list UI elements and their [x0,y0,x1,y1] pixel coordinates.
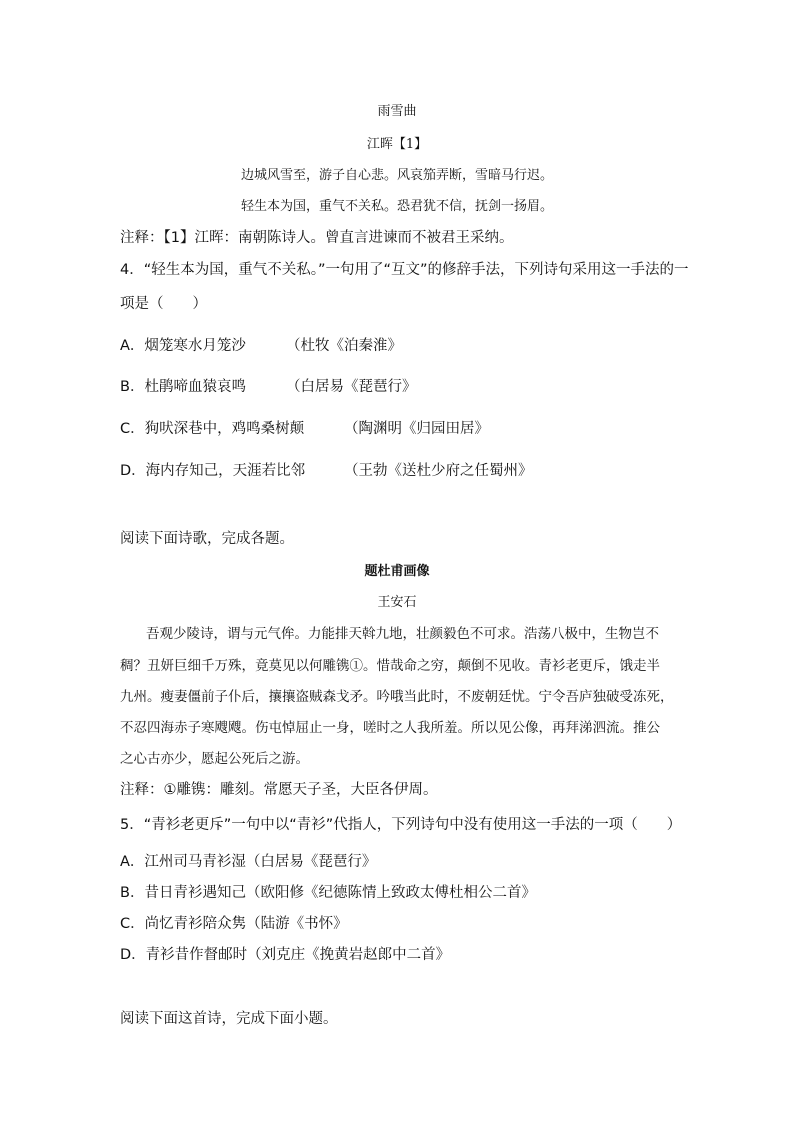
poem-author: 江晖【1】 [366,137,428,152]
poem-2-author: 王安石 [377,595,417,610]
prose-line-1: 吾观少陵诗，谓与元气侔。力能排天斡九地，壮颜毅色不可求。浩荡八极中，生物岂不 [146,626,659,642]
q5-option-c: C．尚忆青衫陪众隽（陆游《书怀》 [120,916,348,932]
option-a: A．烟笼寒水月笼沙 [120,338,246,354]
option-b: B．杜鹃啼血猿哀鸣 [120,379,246,395]
poem-line-2: 轻生本为国，重气不关私。恐君犹不信，抚剑一扬眉。 [240,199,553,214]
prose-line-4: 不忍四海赤子寒飕飕。伤屯悼屈止一身，嗟时之人我所羞。所以见公像，再拜涕泗流。推公 [120,720,660,736]
question-4-line-1: 4．“轻生本为国，重气不关私。”一句用了“互文”的修辞手法，下列诗句采用这一手法的一 [120,262,689,278]
poem-line-1: 边城风雪至，游子自心悲。风哀笳弄断，雪暗马行迟。 [240,168,553,183]
option-d-source: （王勃《送杜少府之任蜀州》 [344,463,533,479]
option-c-source: （陶渊明《归园田居》 [344,421,489,437]
section-3-intro: 阅读下面这首诗，完成下面小题。 [120,1011,338,1027]
poem-note: 注释：【1】江晖：南朝陈诗人。曾直言进谏而不被君王采纳。 [120,230,514,246]
prose-line-5: 之心古亦少，愿起公死后之游。 [120,751,309,767]
q5-option-b: B．昔日青衫遇知己（欧阳修《纪德陈情上致政太傅杜相公二首》 [120,885,536,901]
prose-line-2: 稠？丑妍巨细千万殊，竟莫见以何雕镌①。惜哉命之穷，颠倒不见收。青衫老更斥，饿走半 [120,658,660,674]
question-4-line-2: 项是（ ） [120,296,207,312]
prose-line-3: 九州。瘦妻僵前子仆后，攘攘盗贼森戈矛。吟哦当此时，不废朝廷忧。宁令吾庐独破受冻死， [120,689,674,705]
poem-title: 雨雪曲 [377,104,417,119]
question-5: 5．“青衫老更斥”一句中以“青衫”代指人，下列诗句中没有使用这一手法的一项（ ） [120,817,682,833]
section-2-intro: 阅读下面诗歌，完成各题。 [120,531,294,547]
option-b-source: （白居易《琵琶行》 [286,379,417,395]
q5-option-a: A．江州司马青衫湿（白居易《琵琶行》 [120,854,377,870]
q5-option-d: D．青衫昔作督邮时（刘克庄《挽黄岩赵郎中二首》 [120,947,451,963]
option-d: D．海内存知己，天涯若比邻 [120,463,306,479]
poem-2-note: 注释：①雕镌：雕刻。常愿天子圣，大臣各伊周。 [120,782,438,798]
option-c: C．狗吠深巷中，鸡鸣桑树颠 [120,421,305,437]
poem-2-title: 题杜甫画像 [364,564,430,579]
option-a-source: （杜牧《泊秦淮》 [286,338,402,354]
